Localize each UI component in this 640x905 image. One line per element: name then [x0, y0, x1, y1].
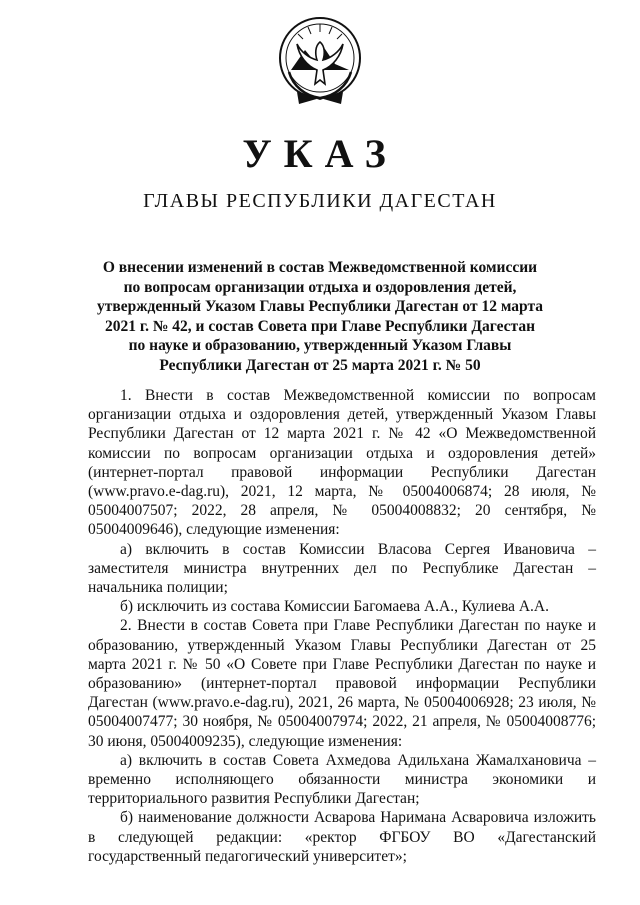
paragraph-2: 2. Внести в состав Совета при Главе Республики Дагестан по науке и образованию, утвержденный Указом Главы Республики Дагестан от 25 марта 2021 г. № 50 «О Совете при Главе Республики Дагестан по науке и образованию» (интернет-портал правовой информации Республики Дагестан (www.pravo.e-dag.ru), 2021, 26 марта, № 05004006928; 23 июля, № 05004007477; 30 ноября, № 05004007974; 2022, 21 апреля, № 05004008776; 30 июня, 05004009235), следующие изменения:	[88, 617, 596, 750]
paragraph-1: 1. Внести в состав Межведомственной комиссии по вопросам организации отдыха и оздоровления детей, утвержденный Указом Главы Республики Дагестан от 12 марта 2021 г. № 42 «О Межведомственной комиссии по вопросам организации отдыха и оздоровления детей» (интернет-портал правовой информации Республики Дагестан (www.pravo.e-dag.ru), 2021, 12 марта, № 05004006874; 28 июля, № 05004007507; 2022, 28 апреля, № 05004008832; 20 сентября, № 05004009646), следующие изменения:	[88, 387, 596, 539]
decree-body	[88, 386, 596, 866]
paragraph-1b: б) исключить из состава Комиссии Багомаева А.А., Кулиева А.А.	[120, 598, 549, 616]
decree-heading: О внесении изменений в состав Межведомственной комиссии по вопросам организации отдыха и оздоровления детей, утвержденный Указом Главы Республики Дагестан от 12 марта 2021 г. № 42, и состав Совета при Главе Республики Дагестан по науке и образованию, утвержденный Указом Главы Республики Дагестан от 25 марта 2021 г. № 50	[97, 259, 543, 374]
paragraph-1a: а) включить в состав Комиссии Власова Сергея Ивановича – заместителя министра внутренних дел по Республике Дагестан – начальника полиции;	[88, 540, 596, 597]
paragraph-2a: а) включить в состав Совета Ахмедова Адильхана Жамалхановича – временно исполняющего обязанности министра экономики и территориального развития Республики Дагестан;	[88, 751, 596, 808]
document-subtitle: ГЛАВЫ РЕСПУБЛИКИ ДАГЕСТАН	[143, 190, 497, 212]
document-title: УКАЗ	[242, 131, 398, 176]
coat-of-arms-emblem	[275, 12, 365, 108]
paragraph-2b: б) наименование должности Асварова Наримана Асваровича изложить в следующей редакции: «ректор ФГБОУ ВО «Дагестанский государственный педагогический университет»;	[88, 809, 596, 865]
